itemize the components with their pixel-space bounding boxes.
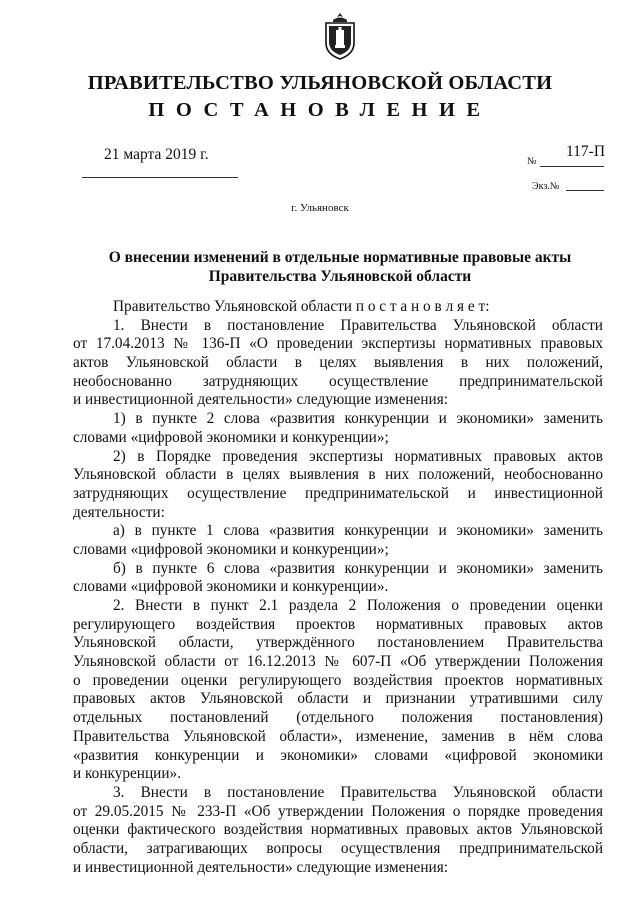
copy-number-label: Экз.№ xyxy=(532,181,560,192)
body-line: словами «цифровой экономики и конкуренции»; xyxy=(73,428,389,446)
body-line: затрудняющих осуществление предпринимательской и инвестиционной xyxy=(73,484,603,502)
body-line: Ульяновской области от 16.12.2013 № 607-П «Об утверждении Положения xyxy=(73,653,603,671)
city: г. Ульяновск xyxy=(291,202,349,214)
body-line: Правительство Ульяновской области п о с т а н о в л я е т: xyxy=(113,298,490,315)
document-number: 117-П xyxy=(566,143,606,160)
body-line: 3. Внести в постановление Правительства Ульяновской области xyxy=(113,783,603,801)
body-line: области, затрагивающих вопросы осуществления предпринимательской xyxy=(73,839,603,857)
document-date: 21 марта 2019 г. xyxy=(104,146,209,163)
body-line: 2. Внести в пункт 2.1 раздела 2 Положения о проведении оценки xyxy=(113,597,603,614)
heading-line-1: О внесении изменений в отдельные нормативные правовые акты xyxy=(108,249,572,266)
body-line: 1) в пункте 2 слова «развития конкуренции и экономики» заменить xyxy=(113,410,603,428)
body-line: Ульяновской области в целях выявления в них положений, необоснованно xyxy=(73,466,603,484)
body-line: словами «цифровой экономики и конкуренции»; xyxy=(73,540,389,558)
body-line: а) в пункте 1 слова «развития конкуренции и экономики» заменить xyxy=(113,522,603,540)
document-type: ПОСТАНОВЛЕНИЕ xyxy=(148,99,492,121)
copy-number-underline xyxy=(566,190,604,191)
body-line: и инвестиционной деятельности» следующие изменения: xyxy=(73,391,449,409)
body-line: Ульяновской области, утверждённого постановлением Правительства xyxy=(73,634,603,652)
body-line: 1. Внести в постановление Правительства Ульяновской области xyxy=(113,316,603,334)
body-line: 2) в Порядке проведения экспертизы нормативных правовых актов xyxy=(113,447,603,465)
body-line: б) в пункте 6 слова «развития конкуренции и экономики» заменить xyxy=(113,559,603,577)
number-sign: № xyxy=(527,156,537,167)
date-underline xyxy=(82,177,238,178)
body-line: словами «цифровой экономики и конкуренции». xyxy=(73,578,389,596)
body-line: актов Ульяновской области в целях выявления в них положений, xyxy=(73,354,603,372)
body-line: и инвестиционной деятельности» следующие изменения: xyxy=(73,858,449,876)
document-body xyxy=(73,298,603,877)
body-line: правовых актов Ульяновской области и признании утратившими силу xyxy=(73,690,603,708)
body-line: о проведении оценки регулирующего воздействия проектов нормативных xyxy=(73,671,603,689)
body-line: от 17.04.2013 № 136-П «О проведении экспертизы нормативных правовых xyxy=(73,335,603,353)
document-heading xyxy=(70,248,610,286)
coat-of-arms-icon xyxy=(323,12,357,60)
body-line: деятельности: xyxy=(73,503,165,521)
body-line: и конкуренции». xyxy=(73,765,182,783)
number-underline xyxy=(540,166,604,167)
body-line: от 29.05.2015 № 233-П «Об утверждении Положения о порядке проведения xyxy=(73,802,603,820)
body-line: Правительства Ульяновской области», изменение, заменив в нём слова xyxy=(73,727,603,745)
government-name: ПРАВИТЕЛЬСТВО УЛЬЯНОВСКОЙ ОБЛАСТИ xyxy=(87,72,553,94)
body-line: «развития конкуренции и экономики» словами «цифровой экономики xyxy=(73,746,603,764)
heading-line-2: Правительства Ульяновской области xyxy=(208,268,472,285)
body-line: регулирующего воздействия проектов нормативных правовых актов xyxy=(73,615,603,633)
body-line: оценки фактического воздействия нормативных правовых актов Ульяновской xyxy=(73,821,603,839)
body-line: необоснованно затрудняющих осуществление предпринимательской xyxy=(73,372,603,390)
body-line: отдельных постановлений (отдельного положения постановления) xyxy=(73,709,603,727)
